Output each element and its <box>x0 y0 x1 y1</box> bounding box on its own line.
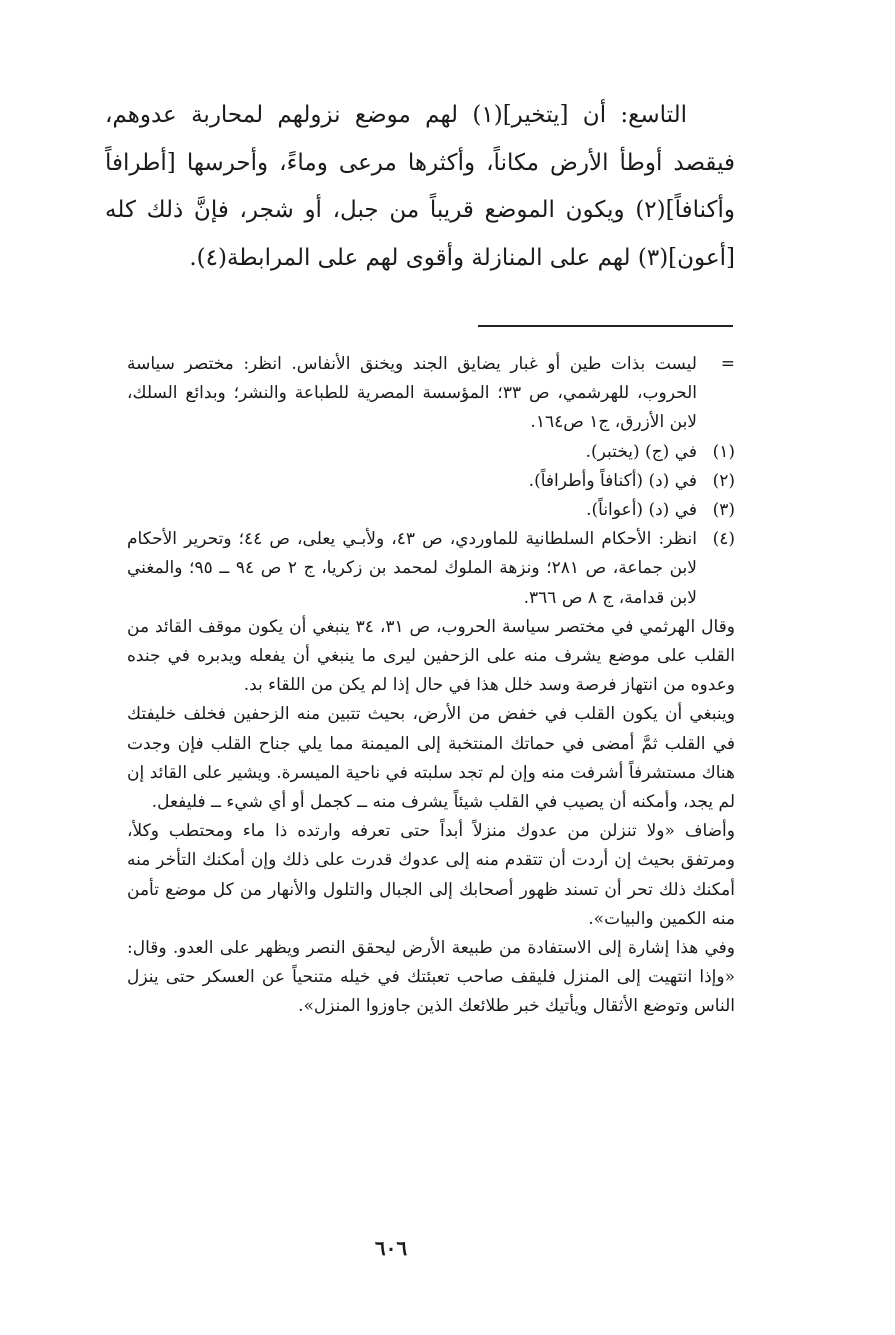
footnote-text: في (د) (أعواناً). <box>586 500 697 521</box>
footnote-marker: (٣) <box>712 500 735 521</box>
main-text-block <box>105 92 735 282</box>
footnote-4 <box>127 525 735 613</box>
footnotes-section <box>127 350 735 1022</box>
footnote-4-commentary <box>127 613 735 1022</box>
footnote-marker: (٢) <box>712 470 735 491</box>
footnote-1 <box>127 438 735 467</box>
footnote-text: في (د) (أكنافاً وأطرافاً). <box>528 470 697 491</box>
continuation-mark: = <box>720 354 735 374</box>
footnote-marker: (١) <box>712 441 735 462</box>
footnote-text: انظر: الأحكام السلطانية للماوردي، ص ٤٣، ولأبـي يعلى، ص ٤٤؛ وتحرير الأحكام لابن جماعة، ص ٢٨١؛ ونزهة الملوك لمحمد بن زكريا، ج ٢ ص ٩٤ ــ ٩٥؛ والمغني لابن قدامة، ج ٨ ص ٣٦٦. <box>127 529 697 608</box>
commentary-paragraph: وقال الهرثمي في مختصر سياسة الحروب، ص ٣١، ٣٤ ينبغي أن يكون موقف القائد من القلب على موضع يشرف منه على الزحفين ليرى ما ينبغي أن يفعله ويدبره في جنده وعدوه من انتهاز فرصة وسد خلل هذا في حال إذا لم يكن من اللقاء بد. <box>127 616 736 696</box>
footnote-marker: (٤) <box>712 529 735 550</box>
commentary-paragraph: وفي هذا إشارة إلى الاستفادة من طبيعة الأرض ليحقق النصر ويظهر على العدو. وقال: «وإذا انتهيت إلى المنزل فليقف صاحب تعبئتك في خيله متنحياً عن العسكر حتى ينزل الناس وتوضع الأثقال ويأتيك خبر طلائعك الذين جاوزوا المنزل». <box>127 938 735 1017</box>
footnote-text: في (ج) (يختبر). <box>585 441 697 462</box>
commentary-paragraph: وأضاف «ولا تنزلن من عدوك منزلاً أبداً حتى تعرفه وارتده ذا ماء ومحتطب وكلأ، ومرتفق بحيث إن أردت أن تتقدم منه إلى عدوك قدرت على ذلك وإن أمكنك التأخر منه أمكنك ذلك تحر أن تسند ظهور أصحابك إلى الجبال والتلول والأنهار من كل موضع تأمن منه الكمين والبيات». <box>127 821 735 929</box>
page-number: ٦٠٦ <box>374 1236 408 1260</box>
footnote-2 <box>127 467 735 496</box>
footnote-separator <box>478 325 733 327</box>
footnote-continuation <box>127 350 735 438</box>
commentary-paragraph: وينبغي أن يكون القلب في خفض من الأرض، بحيث تتبين منه الزحفين فخلف خليفتك في القلب ثمَّ أمضى في حماتك المنتخبة إلى الميمنة مما يلي جناح القلب فإن وجدت هناك مستشرفاً أشرفت منه وإن لم تجد سلبته في ناحية الميسرة. ويشير على القائد إن لم يجد، وأمكنه أن يصيب في القلب شيئاً يشرف منه ــ كجمل أو أي شيء ــ فليفعل. <box>127 704 735 813</box>
footnote-text: ليست بذات طين أو غبار يضايق الجند ويخنق الأنفاس. انظر: مختصر سياسة الحروب، للهرشمي، ص ٣٣؛ المؤسسة المصرية للطباعة والنشر؛ وبدائع السلك، لابن الأزرق، ج١ ص١٦٤. <box>127 354 697 433</box>
footnote-3 <box>127 496 735 525</box>
main-paragraph: التاسع: أن [يتخير](١) لهم موضع نزولهم لمحاربة عدوهم، فيقصد أوطأ الأرض مكاناً، وأكثرها مرعى وماءً، وأحرسها [أطرافاً وأكنافاً](٢) ويكون الموضع قريباً من جبل، أو شجر، فإنَّ ذلك كله [أعون](٣) لهم على المنازلة وأقوى لهم على المرابطة(٤). <box>105 102 735 271</box>
